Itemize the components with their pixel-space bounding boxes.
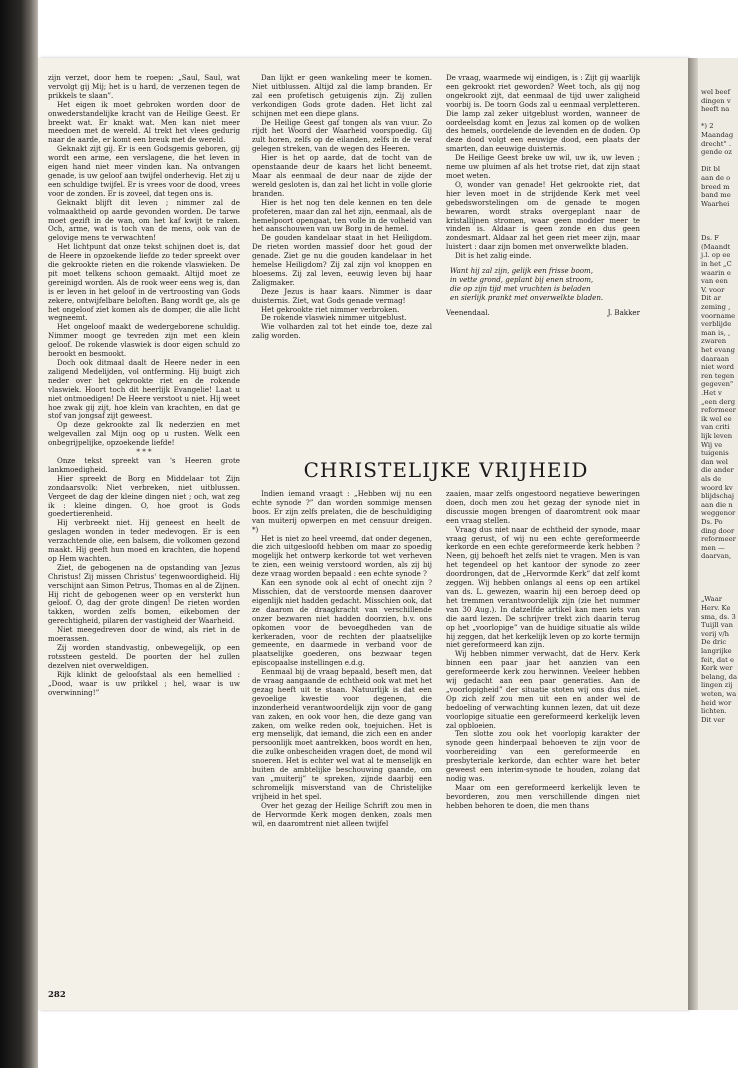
adjacent-page-line: lijk leven [701,432,733,440]
paragraph: Maar om een gereformeerd kerkelijk leven te bevorderen, zou men verschillende dingen niet hebben behoren te doen, die men thans [446,782,640,810]
adjacent-page-line: het evang [701,346,735,354]
paragraph: Indien iemand vraagt : „Hebben wij nu een echte synode ?” dan worden sommige mensen boos. Er zijn zelfs prelaten, die de beschuldiging van muiterij opwerpen en met censuur dreigen. *) [252,490,432,534]
adjacent-page-line: ik wel ee [701,414,732,423]
adjacent-page-line: van een [701,277,728,286]
paragraph: Ten slotte zou ook het voorlopig karakter der synode geen hinderpaal behoeven te zijn voor de voorbereiding van een gereformeerde en presbyteriale kerkorde, dan echter ware het beter geweest een interim-synode te houden, zolang dat nodig was. [446,729,640,783]
adjacent-page-line: niet word [701,363,734,372]
paragraph: Deze Jezus is haar kaars. Nimmer is daar duisternis. Ziet, wat Gods genade vermag! [252,286,432,305]
paragraph: Hier is het op aarde, dat de tocht van de openstaande deur de kaars het licht beneemt. Maar als eenmaal de deur naar de zijde der wereld gesloten is, dan zal het licht in volle glorie branden. [252,153,432,198]
adjacent-page-line: dingen v [701,96,731,105]
adjacent-page-line: sma, ds. 3 [701,612,736,621]
signature [446,309,640,318]
adjacent-page-line: Dit bl [701,165,721,174]
column-2 [252,74,432,454]
adjacent-page-line: drecht" . [701,139,731,148]
poem-quote [446,267,640,303]
paragraph: De gouden kandelaar staat in het Heiligdom. De rieten worden massief door het goud der genade. Ziet ge nu die gouden kandelaar in het hemelse Heiligdom? Zij zal zijn vol knoppen en bloesems. Zij zal leven, eeuwig leven bij haar Zaligmaker. [252,233,432,287]
adjacent-page-line: heid wor [701,698,732,707]
adjacent-page-line: Tuijll van [701,621,733,630]
adjacent-page-line: weggenor [701,509,736,518]
page-gutter [688,58,698,1010]
adjacent-page-line: Wij ve [701,440,723,449]
adjacent-page-line: band me [701,191,731,200]
adjacent-page-line: reformeer [701,535,736,544]
paragraph: De Heilige Geest gaf tongen als van vuur. Zo rijdt het Woord der Waarheid voorspoedig. Gij zult horen, zelfs op de eilanden, zelfs in de veraf gelegen streken, van de wegen des Heeren. [252,117,432,154]
adjacent-page-line: man is, , [701,328,731,337]
poem-line: in vette grond, geplant bij enen stroom, [450,274,594,284]
paragraph: Het gekrookte riet nimmer verbroken. [261,304,400,314]
paragraph: Het ongeloof maakt de wedergeborene schuldig. Nimmer moogt ge tevreden zijn met een klein geloof. De rokende vlaswiek is door eigen schuld zo berookt en besmookt. [48,322,240,359]
paragraph: Over het gezag der Heilige Schrift zou men in de Hervormde Kerk mogen denken, zoals men wil, en daaromtrent niet alleen twijfel [252,800,432,828]
paragraph: Onze tekst spreekt van 's Heeren grote lankmoedigheid. [48,455,240,474]
paragraph: De Heilige Geest breke uw wil, uw ik, uw leven ; neme uw pluimen af als het trotse riet, dat zijn staat moet weten. [446,153,640,180]
paragraph: Dan lijkt er geen wankeling meer te komen. Niet uitblussen. Altijd zal die lamp branden. Er zal een profetisch getuigenis zijn. Zij zullen verkondigen Gods grote daden. Het licht zal schijnen met een diepe glans. [252,74,432,118]
adjacent-page-line: daarvan, [701,552,732,561]
paragraph: Wij hebben nimmer verwacht, dat de Herv. Kerk binnen een paar jaar het aanzien van een gereformeerde kerk zou herwinnen. Veeleer hebben wij gedacht aan een paar generaties. Aan de „voorlopigheid” der situatie stoten wij ons dus niet. Op zich zelf zou men uit een en ander wel de bedoeling of verwachting kunnen lezen, dat uit deze voorlopige situatie een gereformeerd kerkelijk leven zal opbloeien. [446,649,640,730]
paragraph: Ziet, de gebogenen na de opstanding van Jezus Christus! Zij missen Christus' tegenwoordigheid. Hij verschijnt aan Simon Petrus, Thomas en al de Zijnen. Hij richt de gebogenen weer op en versterkt hun geloof. O, dag der grote dingen! De rieten worden takken, worden zelfs bomen, eikebomen der gerechtigheid, pilaren der vastigheid der Waarheid. [48,562,240,626]
adjacent-page-line: woord kv [701,483,733,492]
adjacent-page-line: breed m [701,182,730,191]
signature-place: Veenendaal. [446,307,490,317]
poem-line: die op zijn tijd met vruchten is beladen [450,283,591,293]
adjacent-page-line: gende oz [701,148,732,157]
poem-line: en sierlijk prankt met onverwelkte bladen. [450,292,604,302]
adjacent-page-line: *) 2 [701,122,714,131]
paragraph: Zij worden standvastig, onbewegelijk, op een rotssteen gesteld. De poorten der hel zullen dezelven niet overweldigen. [48,643,240,670]
adjacent-page-line: heeft na [701,105,730,114]
paragraph: Het lichtpunt dat onze tekst schijnen doet is, dat de Heere in opzoekende liefde zo teder spreekt over die gekrookte rieten en die rokende vlaswieken. De pit moet telkens schoon gemaakt. Altijd moet ze gereinigd worden. Als de rook weer eens weg is, dan is er leven in het geloof in de vertroosting van Gods zekere, ontwijfelbare beloften. Bang wordt ge, als ge het ongeloof ziet komen als de domper, die alle licht wegneemt. [48,242,240,323]
adjacent-page-line: aan die n [701,500,733,509]
adjacent-page-line: langrijke [701,647,732,655]
paragraph: De vraag, waarmede wij eindigen, is : Zijt gij waarlijk een gekrookt riet geworden? Weet toch, als gij nog ongekrookt zijt, dat eenmaal de tijd uwer zaligheid voorbij is. De toorn Gods zal u eenmaal verpletteren. Die lamp zal zeker uitgeblust worden, wanneer de oordeelsdag komt en Jezus zal komen op de wolken des hemels, oordelende de levenden en de doden. Op deze dood volgt een eeuwige dood, een plaats der smarten, dan eeuwige duisternis. [446,74,640,154]
signature-author: J. Bakker [607,307,640,317]
adjacent-page-line: V. voor [701,285,725,294]
adjacent-page-line: „een derg [701,397,736,406]
paragraph: Dit is het zalig einde. [455,251,532,261]
adjacent-page-line: dan wel [701,457,728,466]
paragraph: Eenmaal bij de vraag bepaald, beseft men, dat de vraag aangaande de echtheid ook wat met het gezag heeft uit te staan. Natuurlijk is dat een gevoelige kwestie voor degenen, die inzonderheid verantwoordelijk zijn voor de gang van zaken, en ook voor hen, die deze gang van zaken, om welke reden ook, toejuichen. Het is erg menselijk, dat iemand, die zich een en ander persoonlijk moet aantrekken, boos wordt en hen, die zulke onbescheiden vragen doet, de mond wil snoeren. Het is echter wel wat al te menselijk en buiten de ambtelijke beschouwing gaande, om van „muiterij” te spreken, zijnde daarbij een schromelijk misverstand van de Christelijke vrijheid in het spel. [252,667,432,801]
adjacent-page-line: Waarhei [701,199,730,208]
adjacent-page-line: reformeer [701,406,736,415]
adjacent-page-line: „Waar [701,595,723,604]
page-number: 282 [48,990,66,1000]
adjacent-page-line: Kerk wer [701,664,733,673]
adjacent-page-line: feit, dat e [701,655,735,664]
adjacent-page-line: Dit ver [701,715,725,724]
adjacent-page-line: verblijde [701,320,732,329]
paragraph: Rijk klinkt de geloofstaal als een hemellied : „Dood, waar is uw prikkel ; hel, waar is uw overwinning!” [48,669,240,697]
paragraph: Hier spreekt de Borg en Middelaar tot Zijn zondaarsvolk: Niet verbreken, niet uitblussen. Vergeet de dag der kleine dingen niet ; och, wat zeg ik : kleine dingen. O, hoe groot is Gods goedertierenheid. [48,473,240,519]
adjacent-page-line: Herv. Ke [701,604,731,612]
adjacent-page-fragment [698,58,738,1010]
adjacent-page-line: Dit ar [701,294,721,303]
adjacent-page-line: verij v/h [701,629,730,638]
paragraph: Het eigen ik moet gebroken worden door de onwederstandelijke kracht van de Heilige Geest. Er breekt wat. Er knakt wat. Men kan niet meer meedoen met de wereld. Al trekt het vlees gedurig naar de aarde, er komt een breuk met de wereld. [48,99,240,145]
adjacent-page-line: ren tegen [701,371,735,380]
paragraph: De rokende vlaswiek nimmer uitgeblust. [261,313,407,323]
column-1 [48,74,240,984]
paragraph: Geknakt blijft dit leven ; nimmer zal de volmaaktheid op aarde gevonden worden. De tarwe moet gezift in de wan, om het kaf kwijt te raken. Och, arme, wat is toch van de mens, ook van de gelovige mens te verwachten! [48,197,240,243]
poem-line: Want hij zal zijn, gelijk een frisse boom, [450,266,593,276]
adjacent-page-line: voorname [701,311,736,320]
adjacent-page-line: van criti [701,423,730,432]
adjacent-page-line: weten, wa [701,690,737,698]
adjacent-page-line: blijdschaj [701,492,734,501]
paragraph: Geknakt zijt gij. Er is een Godsgemis geboren, gij wordt een arme, een verslagene, die het leven in eigen hand niet meer vinden kan. Na ontvangen genade, is uw geloof aan twijfel onderhevig. Het zij u een schuldige twijfel. Er is vrees voor de dood, vrees voor de zonden. Er is zoveel, dat tegen ons is. [48,144,240,198]
paragraph: zaaien, maar zelfs ongestoord negatieve beweringen doen, doch men zou het gezag der synode niet in discussie mogen brengen of daaromtrent ook maar een vraag stellen. [446,490,640,525]
paragraph: * * * [136,447,152,457]
adjacent-page-line: (Maandt [701,242,731,251]
adjacent-page-line: men — [701,543,725,552]
paragraph: Kan een synode ook al echt of onecht zijn ? Misschien, dat de verstoorde mensen daarover eigenlijk niet hadden gedacht. Misschien ook, dat ze daarom de draagkracht van verschillende onzer bezwaren niet hadden doorzien, b.v. ons opkomen voor de bevoegdheden van de kerkeraden, voor de rechten der plaatselijke gemeente, en daarmede in verband voor de plaatselijke goederen, ons bezwaar tegen episcopaalse instellingen e.d.g. [252,578,432,668]
adjacent-page-line: daaraan [701,354,730,363]
paragraph: Wie volharden zal tot het einde toe, deze zal zalig worden. [252,322,432,341]
adjacent-page-line: in het „C [701,260,732,268]
adjacent-page-line: De dric [701,638,727,647]
article-headline: CHRISTELIJKE VRIJHEID [303,458,589,482]
paragraph: Op deze gekrookte zal Ik nederzien en met welgevallen zal Mijn oog op u rusten. Welk een onbegrijpelijke, opzoekende liefde! [48,420,240,448]
column-3 [446,74,640,454]
adjacent-page-line: Maandag [701,131,734,139]
adjacent-page-line: zeming , [701,303,731,311]
adjacent-page-line: lichten. [701,707,727,716]
adjacent-page-line: zwaren [701,337,727,346]
adjacent-page-line: lingen zij [701,681,733,690]
paragraph: O, wonder van genade! Het gekrookte riet, dat hier leven moet in de strijdende Kerk met veel gebedsworstelingen om de genade te mogen bewaren, wordt straks overgeplant naar de kristallijnen stromen, waar geen modder meer te vinden is. Aldaar is geen zonde en dus geen zondesmart. Aldaar zal het geen riet meer zijn, maar luistert : daar zijn bomen met onverwelkte bladen. [446,179,640,252]
adjacent-page-line: die ander [701,466,734,475]
adjacent-page-line: Ds. Po [701,518,723,526]
paragraph: Hier is het nog ten dele kennen en ten dele profeteren, maar dan zal het zijn, eenmaal, als de hemelpoort opengaat, ten volle in de volheid van het aanschouwen van uw Borg in de hemel. [252,197,432,234]
adjacent-page-line: .Het v [701,389,722,397]
adjacent-page-line: belang, da [701,672,738,681]
adjacent-page-line: wel beef [701,88,731,96]
book-binding-shadow [0,0,38,1068]
article-column-1 [252,490,432,990]
paragraph: zijn verzet, door hem te roepen: „Saul, Saul, wat vervolgt gij Mij; het is u hard, de verzenen tegen de prikkels te slaan”. [48,74,240,100]
paragraph: Het is niet zo heel vreemd, dat onder degenen, die zich uitgesloofd hebben om maar zo spoedig mogelijk het ontwerp kerkorde tot wet verheven te zien, een weinig verstoord worden, als zij bij deze vraag worden bepaald : een echte synode ? [252,533,432,579]
paragraph: Hij verbreekt niet. Hij geneest en heelt de geslagen wonden in teder medevogen. Er is een verzachtende olie, een balsem, die volkomen gezond maakt. Hij geeft hun moed en krachten, die hopend op Hem wachten. [48,518,240,563]
article-column-2 [446,490,640,990]
paragraph: Doch ook ditmaal daalt de Heere neder in een zaligend Medelijden, vol ontferming. Hij buigt zich neder over het gekrookte riet en de rokende vlaswiek. Hoort toch dit heerlijk Evangelie! Laat u niet ontmoedigen! De Heere verstoot u niet. Hij weet hoe zwak gij zijt, hoe klein van krachten, en dat ge stof van jongsaf zijt geweest. [48,358,240,421]
adjacent-page-line: als de [701,475,722,483]
paragraph: Niet meegedreven door de wind, als riet in de moerassen. [48,625,240,644]
adjacent-page-line: Ds. F [701,234,719,243]
adjacent-page-line: gegeven" [701,380,734,389]
adjacent-page-line: j.l. op ee [701,251,731,260]
adjacent-page-line: aan de o [701,174,731,182]
adjacent-page-line: ding door [701,526,735,535]
adjacent-page-line: waarin e [701,268,731,277]
adjacent-page-line: tuigenis [701,449,729,458]
paragraph: Vraag dus niet naar de echtheid der synode, maar vraag gerust, of wij nu een echte gereformeerde kerkorde en een echte gereformeerde kerk hebben ? Neen, gij behoeft het zelfs niet te vragen. Men is van het tegendeel op het kantoor der synode zo zeer doordrongen, dat de „Hervormde Kerk” dat zelf komt zeggen. Wij hebben onlangs al eens op een artikel van ds. L. gewezen, waarin hij een beroep deed op het tremmen verantwoordelijk zijn (zie het nummer van 30 Aug.). In datzelfde artikel kan men iets van die aard lezen. De schrijver trekt zich daarin terug op het „voorlopige” van de huidige situatie als wilde hij zeggen, dat het kerkelijk leven op zo korte termijn niet gereformeerd kan zijn. [446,524,640,650]
